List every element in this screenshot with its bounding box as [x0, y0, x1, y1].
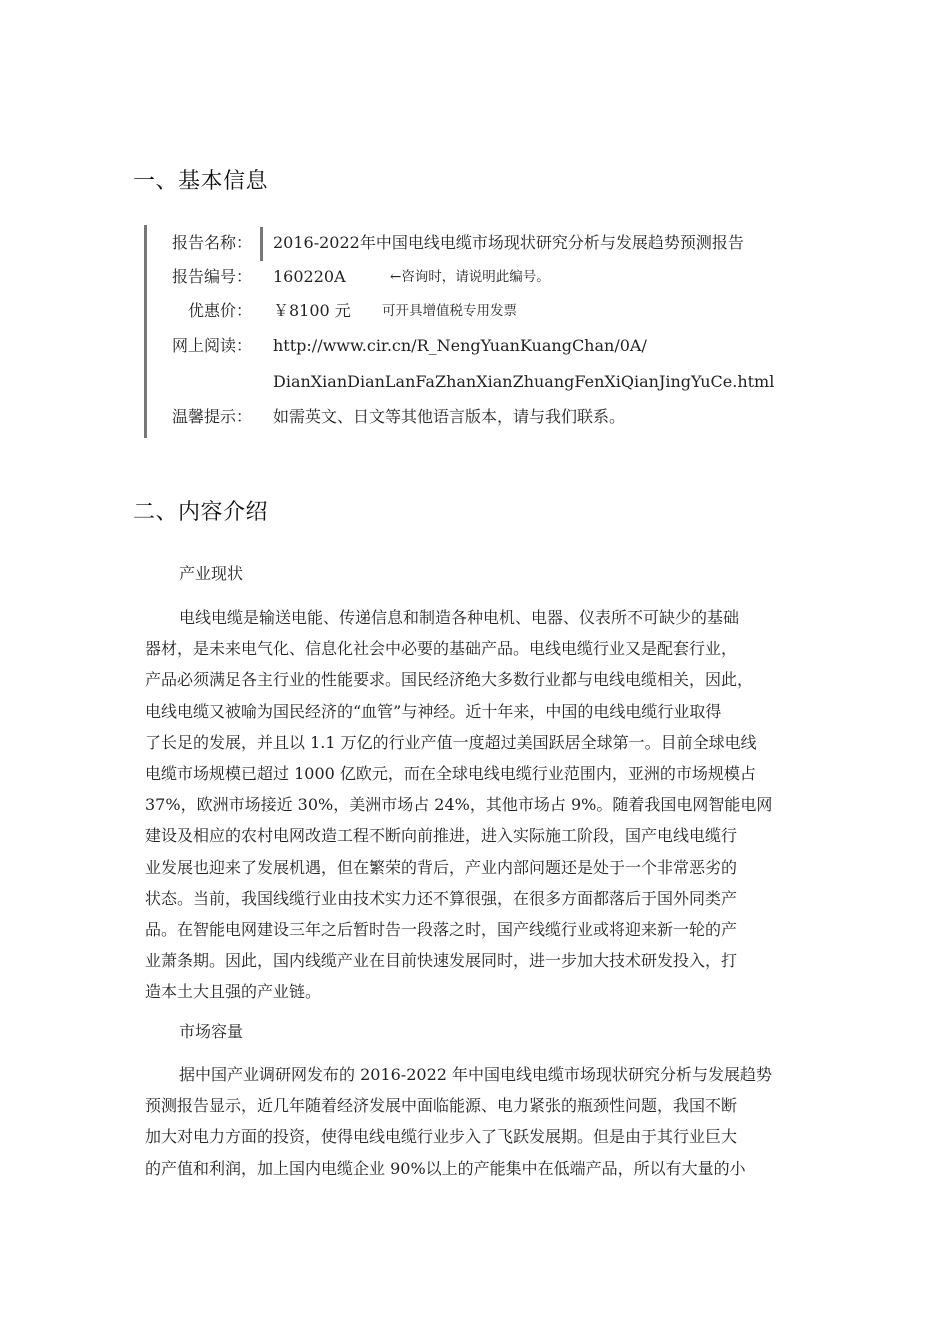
- paragraph-line: 37%，欧洲市场接近 30%，美洲市场占 24%，其他市场占 9%。随着我国电网智能电网: [145, 795, 773, 815]
- subheading-market-capacity: 市场容量: [179, 1022, 244, 1041]
- paragraph-line: 建设及相应的农村电网改造工程不断向前推进，进入实际施工阶段，国产电线电缆行: [145, 826, 738, 846]
- tip-label: 温馨提示：: [171, 407, 252, 426]
- paragraph-line: 据中国产业调研网发布的 2016-2022 年中国电线电缆市场现状研究分析与发展趋势: [179, 1065, 773, 1084]
- paragraph-line: 电线电缆又被喻为国民经济的“血管”与神经。近十年来，中国的电线电缆行业取得: [145, 701, 722, 721]
- price-value: ￥8100 元: [273, 301, 351, 320]
- tip-value: 如需英文、日文等其他语言版本，请与我们联系。: [273, 407, 626, 426]
- price-label: 优惠价：: [187, 301, 252, 320]
- paragraph-line: 加大对电力方面的投资，使得电线电缆行业步入了飞跃发展期。但是由于其行业巨大: [145, 1127, 738, 1147]
- paragraph-line: 状态。当前，我国线缆行业由技术实力还不算很强，在很多方面都落后于国外同类产: [145, 888, 738, 908]
- online-label: 网上阅读：: [171, 336, 252, 355]
- paragraph-line: 电线电缆是输送电能、传递信息和制造各种电机、电器、仪表所不可缺少的基础: [179, 608, 740, 627]
- online-url-line1[interactable]: http://www.cir.cn/R_NengYuanKuangChan/0A/: [273, 336, 647, 355]
- paragraph-line: 产品必须满足各主行业的性能要求。国民经济绝大多数行业都与电线电缆相关，因此，: [145, 670, 754, 690]
- paragraph-line: 了长足的发展，并且以 1.1 万亿的行业产值一度超过美国跃居全球第一。目前全球电线: [145, 732, 757, 752]
- paragraph-industry-status: [145, 602, 813, 1007]
- paragraph-line: 预测报告显示，近几年随着经济发展中面临能源、电力紧张的瓶颈性问题，我国不断: [145, 1096, 738, 1116]
- paragraph-line: 业发展也迎来了发展机遇，但在繁荣的背后，产业内部问题还是处于一个非常恶劣的: [145, 857, 738, 877]
- info-box: [144, 225, 847, 438]
- paragraph-line: 器材，是未来电气化、信息化社会中必要的基础产品。电线电缆行业又是配套行业，: [145, 639, 738, 659]
- report-code-note: ←咨询时，请说明此编号。: [390, 269, 550, 285]
- report-code-value: 160220A: [273, 267, 346, 286]
- price-note: 可开具增值税专用发票: [382, 303, 517, 319]
- paragraph-line: 品。在智能电网建设三年之后暂时告一段落之时，国产线缆行业或将迎来新一轮的产: [145, 919, 738, 939]
- report-code-label: 报告编号：: [171, 267, 252, 286]
- report-name-label: 报告名称：: [171, 233, 252, 252]
- report-name-value: 2016-2022年中国电线电缆市场现状研究分析与发展趋势预测报告: [273, 233, 744, 252]
- section-title-content-intro: 二、内容介绍: [133, 500, 269, 525]
- title-marker-bar: [260, 227, 263, 261]
- paragraph-market-capacity: [145, 1059, 813, 1184]
- paragraph-line: 电缆市场规模已超过 1000 亿欧元，而在全球电线电缆行业范围内，亚洲的市场规模占: [145, 763, 756, 783]
- paragraph-line: 的产值和利润，加上国内电缆企业 90%以上的产能集中在低端产品，所以有大量的小: [145, 1158, 746, 1178]
- paragraph-line: 造本土大且强的产业链。: [145, 982, 322, 1002]
- online-url-line2[interactable]: DianXianDianLanFaZhanXianZhuangFenXiQianJingYuCe.html: [273, 372, 775, 391]
- section-title-basic-info: 一、基本信息: [133, 169, 269, 194]
- paragraph-line: 业萧条期。因此，国内线缆产业在目前快速发展同时，进一步加大技术研发投入，打: [145, 951, 738, 971]
- subheading-industry-status: 产业现状: [179, 564, 244, 583]
